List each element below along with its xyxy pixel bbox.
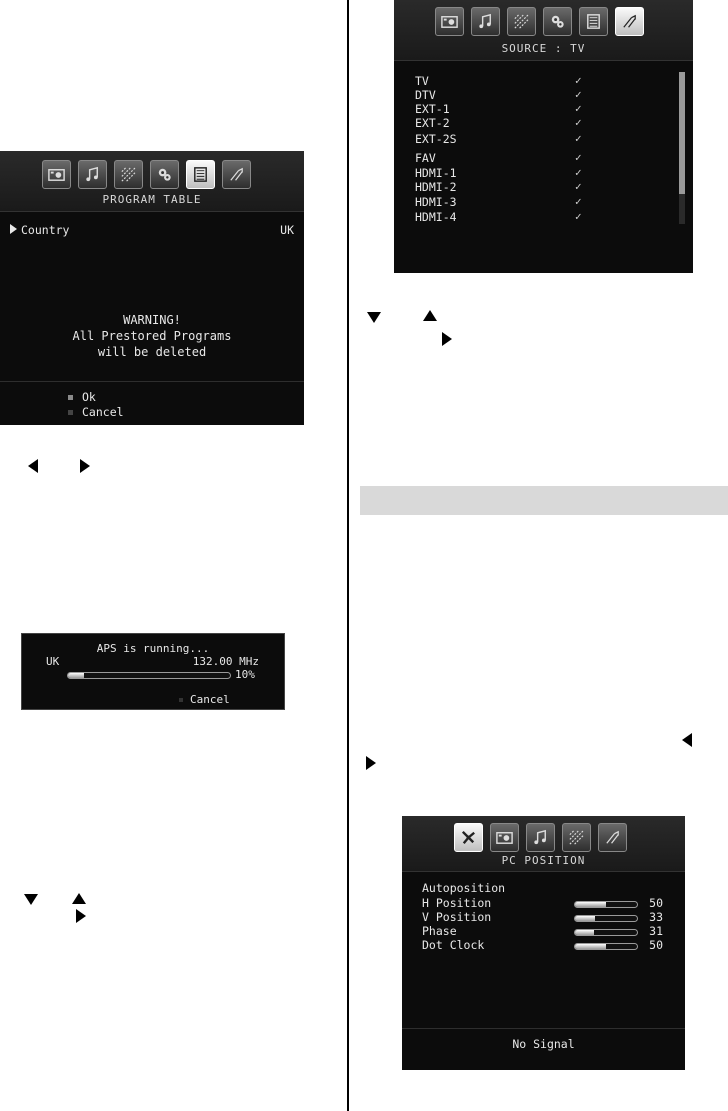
check-icon: ✓ [575, 102, 582, 115]
footer-separator [402, 1028, 685, 1029]
check-icon: ✓ [575, 151, 582, 164]
source-item-label: HDMI-4 [415, 210, 457, 224]
level-bar[interactable] [574, 901, 638, 908]
pc-position-osd [402, 816, 685, 1070]
up-arrow-icon [72, 893, 86, 904]
source-item-label: HDMI-2 [415, 180, 457, 194]
pc-position-item[interactable] [422, 924, 667, 938]
source-item[interactable] [415, 151, 595, 165]
ok-option[interactable] [68, 390, 96, 404]
level-bar-fill [575, 902, 606, 907]
source-icon[interactable] [615, 7, 644, 36]
source-item-label: FAV [415, 151, 436, 165]
feature-icon[interactable] [562, 823, 591, 852]
no-signal-status: No Signal [512, 1037, 575, 1051]
source-item[interactable] [415, 74, 595, 88]
level-value: 50 [649, 896, 663, 910]
setup-icon[interactable] [150, 160, 179, 189]
level-value: 50 [649, 938, 663, 952]
country-value: UK [280, 223, 294, 237]
right-arrow-icon [366, 756, 376, 770]
source-item[interactable] [415, 195, 595, 209]
pc-position-item[interactable] [422, 910, 667, 924]
source-item[interactable] [415, 88, 595, 102]
menu-title: SOURCE : TV [501, 42, 586, 55]
check-icon: ✓ [575, 180, 582, 193]
source-item-label: HDMI-3 [415, 195, 457, 209]
menu-title: PC POSITION [501, 854, 586, 867]
menu-icons [454, 823, 627, 852]
source-item-label: TV [415, 74, 429, 88]
level-bar[interactable] [574, 915, 638, 922]
pc-position-item-label: Autoposition [422, 881, 506, 895]
setup-icon[interactable] [543, 7, 572, 36]
check-icon: ✓ [575, 88, 582, 101]
sound-icon[interactable] [526, 823, 555, 852]
selector-arrow-icon [10, 224, 17, 234]
country-row[interactable] [10, 223, 294, 237]
bullet-icon [68, 410, 73, 415]
picture-icon[interactable] [490, 823, 519, 852]
check-icon: ✓ [575, 195, 582, 208]
level-bar[interactable] [574, 943, 638, 950]
scrollbar[interactable] [679, 72, 685, 224]
bullet-icon [68, 395, 73, 400]
pc-position-icon[interactable] [454, 823, 483, 852]
pc-position-item-label: V Position [422, 910, 492, 924]
right-arrow-icon [76, 909, 86, 923]
aps-frequency: 132.00 MHz [192, 655, 259, 668]
aps-cancel[interactable] [179, 693, 230, 706]
left-arrow-icon [28, 459, 38, 473]
down-arrow-icon [24, 894, 38, 905]
level-bar-fill [575, 916, 595, 921]
level-bar-fill [575, 944, 606, 949]
cancel-label: Cancel [82, 405, 124, 419]
pc-position-item[interactable] [422, 938, 667, 952]
check-icon: ✓ [575, 74, 582, 87]
source-icon[interactable] [222, 160, 251, 189]
warning-line-2: will be deleted [97, 345, 207, 359]
source-osd [394, 0, 693, 273]
menu-icons [435, 7, 644, 36]
picture-icon[interactable] [42, 160, 71, 189]
menu-title: PROGRAM TABLE [102, 193, 202, 206]
level-value: 31 [649, 924, 663, 938]
aps-progress-text: 10% [235, 668, 255, 681]
source-item-label: DTV [415, 88, 436, 102]
source-item-label: EXT-1 [415, 102, 450, 116]
level-bar[interactable] [574, 929, 638, 936]
down-arrow-icon [367, 312, 381, 323]
program-table-icon[interactable] [186, 160, 215, 189]
up-arrow-icon [423, 310, 437, 321]
pc-position-item[interactable] [422, 896, 667, 910]
pc-position-item[interactable] [422, 881, 667, 895]
pc-position-item-label: H Position [422, 896, 492, 910]
aps-progress-bar [67, 672, 231, 679]
aps-status: APS is running... [96, 642, 210, 655]
feature-icon[interactable] [114, 160, 143, 189]
source-icon[interactable] [598, 823, 627, 852]
menu-icons [42, 160, 251, 189]
ok-label: Ok [82, 390, 96, 404]
source-item-label: HDMI-1 [415, 166, 457, 180]
check-icon: ✓ [575, 116, 582, 129]
aps-osd [21, 633, 285, 710]
aps-country: UK [46, 655, 60, 668]
sound-icon[interactable] [471, 7, 500, 36]
right-arrow-icon [80, 459, 90, 473]
check-icon: ✓ [575, 132, 582, 145]
country-label: Country [21, 223, 70, 237]
source-item[interactable] [415, 210, 595, 224]
source-item-label: EXT-2 [415, 116, 450, 130]
right-arrow-icon [442, 332, 452, 346]
picture-icon[interactable] [435, 7, 464, 36]
program-table-osd [0, 151, 304, 425]
source-item[interactable] [415, 102, 595, 116]
pc-position-item-label: Phase [422, 924, 457, 938]
aps-cancel-label: Cancel [190, 693, 230, 706]
program-table-icon[interactable] [579, 7, 608, 36]
footer-separator [0, 381, 304, 382]
warning-title: WARNING! [123, 313, 181, 327]
source-item[interactable] [415, 132, 595, 146]
feature-icon[interactable] [507, 7, 536, 36]
source-item[interactable] [415, 180, 595, 194]
level-bar-fill [575, 930, 594, 935]
check-icon: ✓ [575, 166, 582, 179]
bullet-icon [179, 698, 183, 702]
check-icon: ✓ [575, 210, 582, 223]
source-item[interactable] [415, 166, 595, 180]
source-item[interactable] [415, 116, 595, 130]
cancel-option[interactable] [68, 405, 124, 419]
level-value: 33 [649, 910, 663, 924]
section-heading-bar [360, 486, 728, 515]
scrollbar-thumb[interactable] [679, 72, 685, 194]
left-arrow-icon [682, 733, 692, 747]
column-divider [347, 0, 349, 1111]
aps-progress-fill [68, 673, 84, 678]
sound-icon[interactable] [78, 160, 107, 189]
pc-position-item-label: Dot Clock [422, 938, 485, 952]
warning-line-1: All Prestored Programs [72, 329, 232, 343]
source-item-label: EXT-2S [415, 132, 457, 146]
